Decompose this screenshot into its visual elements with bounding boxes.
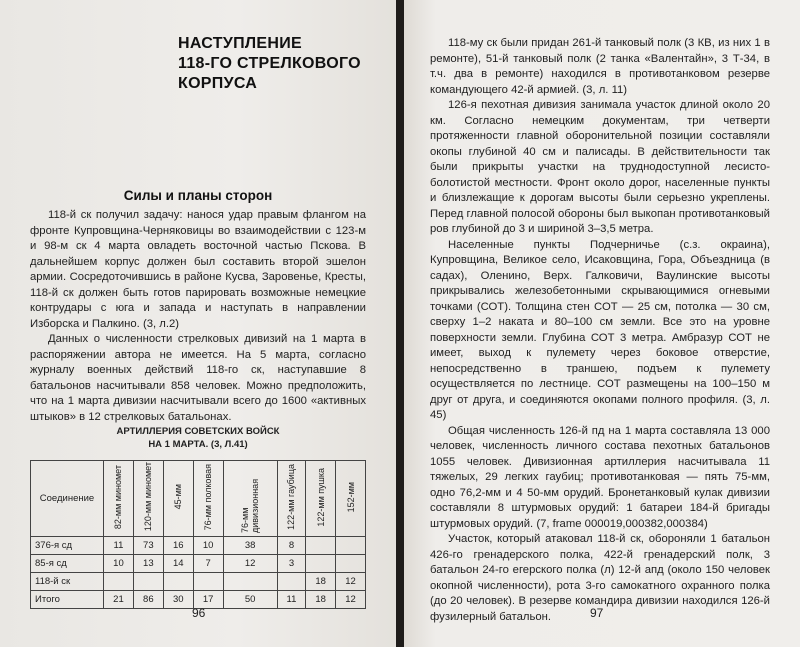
heading-line: 118-ГО СТРЕЛКОВОГО <box>178 55 361 72</box>
page-number: 97 <box>590 606 604 620</box>
paragraph: 118-й ск получил задачу: нанося удар правым флангом на фронте Купровщина-Черняковицы во взаимодействии с 123-м и 98-м ск 4 марта овладеть восточной частью Пскова. В дальнейшем корпус должен был составить второй эшелон армии. Сосредоточившись в районе Кусва, Заровенье, Кресты, 118-й ск должен быть готов парировать возможные немецкие контрудары с юга и запада и наступать в направлении Изборска и Палкино. (3, л.2) <box>30 209 366 330</box>
column-header: 122-мм пушка <box>306 461 336 537</box>
paragraph: 126-я пехотная дивизия занимала участок длиной около 20 км. Согласно немецким документам, три четверти протяженности главной оборонительной позиции составляли окопы глубиной 40 см и палисады. В действительности так были прикрыты участки на труднодоступной лесисто-болотистой местности. Фронт около дорог, населенные пункты и близлежащие к дорогам высоты были серьезно укреплены. Перед главной полосой обороны был выкопан противотанковый ров глубиной до 3 и шириной 3–3,5 метра. <box>430 99 770 235</box>
book-gutter <box>396 0 404 647</box>
paragraph: Данных о численности стрелковых дивизий на 1 марта в распоряжении автора не имеется. На 5 марта, согласно журналу военных действий 118-го ск, наступавшие 8 батальонов насчитывали 858 человек. Можно предположить, что на 1 марта дивизии насчитывали всего до 1600 «активных штыков» в 12 стрелковых батальонах. <box>30 333 366 423</box>
table-row <box>31 555 366 573</box>
table-cell: 18 <box>306 591 336 609</box>
table-cell: 12 <box>336 573 366 591</box>
table-cell: 118-й ск <box>31 573 104 591</box>
table-cell <box>336 537 366 555</box>
column-header: 120-мм миномет <box>133 461 163 537</box>
paragraph: Участок, который атаковал 118-й ск, обороняли 1 батальон 426-го гренадерского полка, 422-й гренадерский полк, 3 батальон 24-го егерского полка (л) 12-й апд (около 150 человек окопной численности), рота 3-го самокатного охранного полка (до 20 человек). В резерве командира дивизии находился 126-й фузилерный батальон. <box>430 533 770 623</box>
table-cell: 50 <box>223 591 277 609</box>
page-number: 96 <box>192 606 206 620</box>
table-cell: 21 <box>104 591 134 609</box>
table-cell: 13 <box>133 555 163 573</box>
table-cell: 11 <box>104 537 134 555</box>
column-header: Соединение <box>31 461 104 537</box>
table-cell: 12 <box>336 591 366 609</box>
column-header: 76-мм полковая <box>193 461 223 537</box>
table-cell: 16 <box>163 537 193 555</box>
table-cell <box>277 573 305 591</box>
table-cell: 86 <box>133 591 163 609</box>
table-cell: 376-я сд <box>31 537 104 555</box>
table-cell: 73 <box>133 537 163 555</box>
table-cell <box>306 537 336 555</box>
artillery-table <box>30 460 366 609</box>
table-cell <box>133 573 163 591</box>
table-cell <box>336 555 366 573</box>
table-caption-line: АРТИЛЛЕРИЯ СОВЕТСКИХ ВОЙСК <box>116 426 280 437</box>
table-cell: Итого <box>31 591 104 609</box>
table-cell: 10 <box>104 555 134 573</box>
column-header: 45-мм <box>163 461 193 537</box>
table-cell: 7 <box>193 555 223 573</box>
paragraph: 118-му ск были придан 261-й танковый полк (3 КВ, из них 1 в ремонте), 51-й танковый полк (2 танка «Валентайн», 3 Т-34, в т.ч. два в ремонте) находился в противотанковом резерве командующего 42-й армией. (3, л. 11) <box>430 37 770 96</box>
table-cell: 17 <box>193 591 223 609</box>
table-row <box>31 537 366 555</box>
heading-line: НАСТУПЛЕНИЕ <box>178 35 303 52</box>
chapter-heading <box>178 34 378 94</box>
section-subheading: Силы и планы сторон <box>123 188 273 203</box>
table-cell: 8 <box>277 537 305 555</box>
heading-line: КОРПУСА <box>178 75 258 92</box>
column-header: 76-мм дивизионная <box>223 461 277 537</box>
table-cell <box>104 573 134 591</box>
paragraph: Общая численность 126-й пд на 1 марта составляла 13 000 человек, численность личного состава пехотных батальонов 1055 человек. Дивизионная артиллерия насчитывала 11 тяжелых, 29 легких гаубиц; противотанковая — пять 75-мм, одно 76,2-мм и 4 50-мм орудий. Бронетанковый кулак дивизии составляли 8 штурмовых орудий: 1 батареи 184-й бригады штурмовых орудий. (7, frame 000019,000382,000384) <box>430 424 770 530</box>
left-body-text <box>30 208 366 425</box>
column-header: 122-мм гаубица <box>277 461 305 537</box>
table-cell: 3 <box>277 555 305 573</box>
table-cell: 12 <box>223 555 277 573</box>
column-header: 82-мм миномет <box>104 461 134 537</box>
table-caption-line: НА 1 МАРТА. (3, Л.41) <box>148 439 248 450</box>
table-cell: 10 <box>193 537 223 555</box>
paragraph: Населенные пункты Подчерничье (с.з. окраина), Купровщина, Великое село, Исаковщина, Гора, Объездница (в садах), Оленино, Верх. Галковичи, Ваулинские высоты прикрывались железобетонными скрывающимися огневыми точками (СОТ). Толщина стен СОТ — 25 см, потолка — 30 см, сверху 1–2 наката и 80–100 см земли. Все это на уровне поверхности земли. Глубина СОТ 3 метра. Амбразур СОТ не имеет, выход к пулемету через боковое отверстие, непосредственно в траншею, подъем к пулемету осуществляется по лестнице. СОТ размещены на 100–150 м друг от друга, и соединяются окопами полного профиля. (3, л. 45) <box>430 238 770 421</box>
table-cell <box>223 573 277 591</box>
table-caption <box>30 425 366 451</box>
table-cell: 18 <box>306 573 336 591</box>
table-row <box>31 573 366 591</box>
table-cell <box>306 555 336 573</box>
table-header-row <box>31 461 366 537</box>
right-body-text <box>430 36 770 625</box>
table-cell <box>193 573 223 591</box>
left-page <box>0 0 396 647</box>
table-cell: 11 <box>277 591 305 609</box>
table-cell <box>163 573 193 591</box>
table-cell: 38 <box>223 537 277 555</box>
column-header: 152-мм <box>336 461 366 537</box>
table-cell: 30 <box>163 591 193 609</box>
table-cell: 14 <box>163 555 193 573</box>
table-cell: 85-я сд <box>31 555 104 573</box>
